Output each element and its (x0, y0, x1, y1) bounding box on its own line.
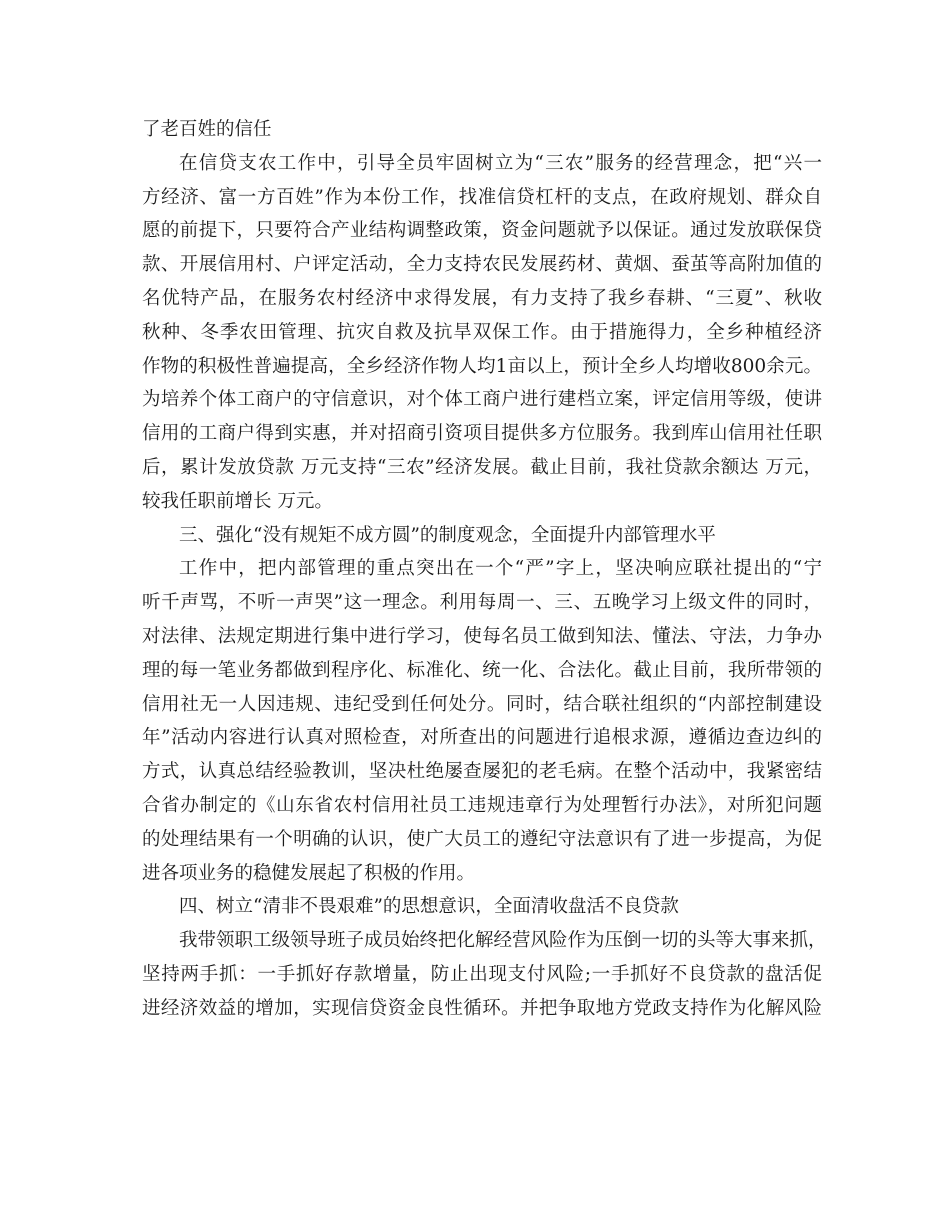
text-line: 名优特产品，在服务农村经济中求得发展，有力支持了我乡春耕、“三夏”、秋收 (142, 287, 822, 309)
text-line: 工作中，把内部管理的重点突出在一个“严”字上，坚决响应联社提出的“宁 (179, 558, 822, 580)
text-line: 为培养个体工商户的守信意识，对个体工商户进行建档立案，评定信用等级，使讲 (142, 389, 822, 411)
text-line: 合省办制定的《山东省农村信用社员工违规违章行为处理暂行办法》，对所犯问题 (142, 794, 822, 816)
text-line: 年”活动内容进行认真对照检查，对所查出的问题进行追根求源，遵循边查边纠的 (142, 727, 822, 749)
text-line: 后，累计发放贷款 万元支持“三农”经济发展。截止目前，我社贷款余额达 万元， (142, 456, 822, 478)
text-line: 了老百姓的信任 (142, 119, 272, 140)
text-line: 作物的积极性普遍提高，全乡经济作物人均1亩以上，预计全乡人均增收800余元。 (142, 355, 822, 377)
text-line: 坚持两手抓：一手抓好存款增量，防止出现支付风险;一手抓好不良贷款的盘活促 (142, 963, 822, 985)
text-line: 款、开展信用村、户评定活动，全力支持农民发展药材、黄烟、蚕茧等高附加值的 (142, 254, 822, 276)
text-line: 四、树立“清非不畏艰难”的思想意识，全面清收盘活不良贷款 (179, 896, 679, 918)
text-line: 信用社无一人因违规、违纪受到任何处分。同时，结合联社组织的“内部控制建设 (142, 693, 822, 715)
text-line: 在信贷支农工作中，引导全员牢固树立为“三农”服务的经营理念，把“兴一 (179, 152, 822, 174)
body-text (142, 113, 827, 1026)
text-line: 方式，认真总结经验教训，坚决杜绝屡查屡犯的老毛病。在整个活动中，我紧密结 (142, 761, 822, 783)
text-line: 信用的工商户得到实惠，并对招商引资项目提供多方位服务。我到库山信用社任职 (142, 423, 822, 445)
text-line: 方经济、富一方百姓”作为本份工作，找准信贷杠杆的支点，在政府规划、群众自 (142, 186, 822, 208)
text-line: 的处理结果有一个明确的认识，使广大员工的遵纪守法意识有了进一步提高，为促 (142, 828, 822, 850)
text-line: 我带领职工级领导班子成员始终把化解经营风险作为压倒一切的头等大事来抓， (179, 930, 827, 952)
text-line: 听千声骂，不听一声哭”这一理念。利用每周一、三、五晚学习上级文件的同时， (142, 592, 822, 614)
text-line: 愿的前提下，只要符合产业结构调整政策，资金问题就予以保证。通过发放联保贷 (142, 220, 822, 242)
text-line: 进各项业务的稳健发展起了积极的作用。 (142, 862, 476, 884)
text-line: 理的每一笔业务都做到程序化、标准化、统一化、合法化。截止目前，我所带领的 (142, 659, 822, 681)
text-line: 秋种、冬季农田管理、抗灾自救及抗旱双保工作。由于措施得力，全乡种植经济 (142, 321, 822, 343)
text-line: 对法律、法规定期进行集中进行学习，使每名员工做到知法、懂法、守法，力争办 (142, 625, 822, 647)
text-line: 较我任职前增长 万元。 (142, 490, 333, 512)
text-line: 进经济效益的增加，实现信贷资金良性循环。并把争取地方党政支持作为化解风险 (142, 997, 822, 1019)
text-line: 三、强化“没有规矩不成方圆”的制度观念，全面提升内部管理水平 (179, 524, 716, 546)
